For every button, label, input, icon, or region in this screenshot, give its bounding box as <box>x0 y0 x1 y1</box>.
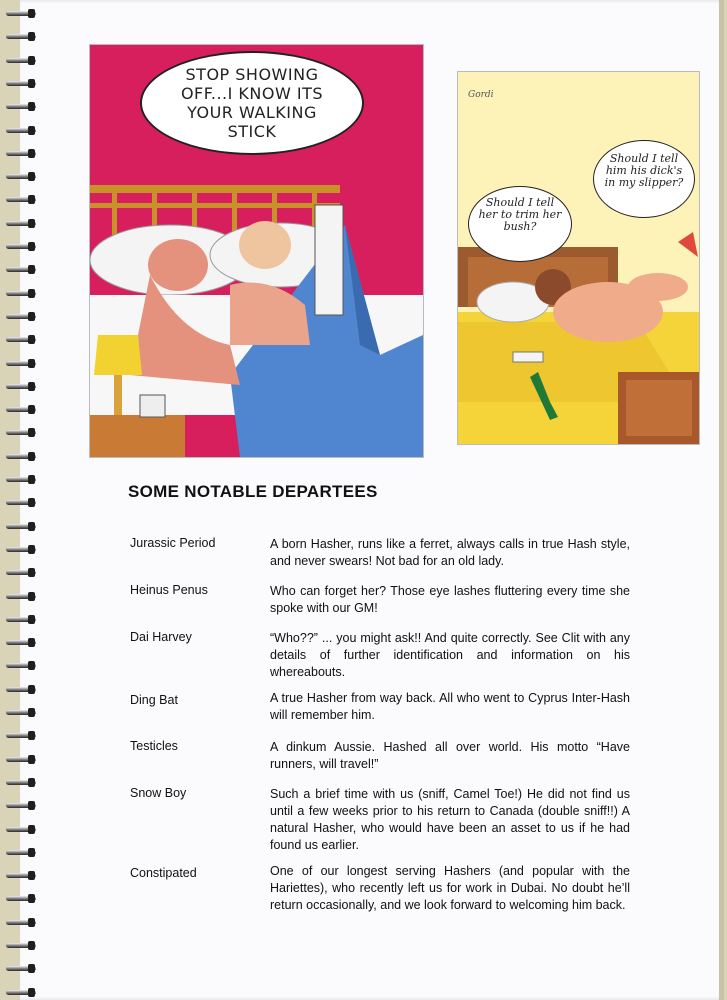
departee-name: Heinus Penus <box>130 583 208 597</box>
binding-coil <box>6 194 36 206</box>
binding-coil <box>6 684 36 696</box>
binding-coil <box>6 358 36 370</box>
speech-text: STOP SHOWING OFF...I KNOW ITS YOUR WALKING STICK <box>180 65 324 141</box>
section-heading: SOME NOTABLE DEPARTEES <box>128 482 378 501</box>
binding-coil <box>6 31 36 43</box>
binding-coil <box>6 591 36 603</box>
departee-name: Ding Bat <box>130 693 178 707</box>
thought-bubble-right <box>593 140 695 218</box>
departee-name: Dai Harvey <box>130 630 192 644</box>
binding-coil <box>6 8 36 20</box>
cartoon-illustration <box>458 72 699 444</box>
binding-coil <box>6 614 36 626</box>
binding-coil <box>6 521 36 533</box>
binding-coil <box>6 334 36 346</box>
binding-coil <box>6 963 36 975</box>
thought-bubble-left <box>468 186 572 262</box>
departee-description: “Who??” ... you might ask!! And quite correctly. See Clit with any details of further identification and information on his whereabouts. <box>270 631 630 679</box>
binding-coil <box>6 917 36 929</box>
thought-text-left: Should I tell her to trim her bush? <box>478 196 562 233</box>
binding-coil <box>6 987 36 999</box>
binding-coil <box>6 451 36 463</box>
binding-coil <box>6 637 36 649</box>
binding-coil <box>6 474 36 486</box>
departee-name: Testicles <box>130 739 178 753</box>
binding-coil <box>6 288 36 300</box>
binding-coil <box>6 754 36 766</box>
speech-bubble <box>140 51 364 155</box>
binding-coil <box>6 125 36 137</box>
binding-coil <box>6 101 36 113</box>
binding-coil <box>6 78 36 90</box>
cartoon-bed-slipper <box>457 71 700 445</box>
departee-description: Who can forget her? Those eye lashes fluttering every time she spoke with our GM! <box>270 584 630 615</box>
binding-coil <box>6 847 36 859</box>
binding-coil <box>6 404 36 416</box>
binding-coil <box>6 544 36 556</box>
departee-name: Jurassic Period <box>130 536 216 550</box>
thought-text-right: Should I tell him his dick's in my slipper? <box>604 152 684 189</box>
binding-coil <box>6 171 36 183</box>
departee-description: A born Hasher, runs like a ferret, always calls in true Hash style, and never swears! Not bad for an old lady. <box>270 537 630 568</box>
binding-coil <box>6 824 36 836</box>
binding-coil <box>6 381 36 393</box>
departee-name: Snow Boy <box>130 786 187 800</box>
binding-coil <box>6 427 36 439</box>
departee-description: Such a brief time with us (sniff, Camel Toe!) He did not find us until a few weeks prior to his return to Canada (double sniff!!) A natural Hasher, who would have been an asset to us if he had found us earlier. <box>270 787 630 852</box>
binding-coil <box>6 497 36 509</box>
binding-coil <box>6 55 36 67</box>
binding-coil <box>6 893 36 905</box>
departee-description: A true Hasher from way back. All who went to Cyprus Inter-Hash will remember him. <box>270 691 630 722</box>
binding-coil <box>6 567 36 579</box>
binding-coil <box>6 940 36 952</box>
binding-coil <box>6 870 36 882</box>
departee-description: A dinkum Aussie. Hashed all over world. His motto “Have runners, will travel!” <box>270 740 630 771</box>
binding-coil <box>6 148 36 160</box>
binding-coil <box>6 800 36 812</box>
departee-name: Constipated <box>130 866 197 880</box>
page-edge <box>719 0 724 1000</box>
binding-coil <box>6 730 36 742</box>
artist-signature: Gordi <box>468 90 494 100</box>
spiral-binding <box>0 0 42 1000</box>
binding-coil <box>6 707 36 719</box>
binding-coil <box>6 264 36 276</box>
cartoon-bed-walking-stick <box>89 44 424 458</box>
binding-coil <box>6 218 36 230</box>
binding-coil <box>6 660 36 672</box>
binding-coil <box>6 241 36 253</box>
binding-coil <box>6 311 36 323</box>
binding-coil <box>6 777 36 789</box>
departee-description: One of our longest serving Hashers (and popular with the Hariettes), who recently left us for work in Dubai. No doubt he’ll return occasionally, and we look forward to welcoming him back. <box>270 864 630 912</box>
